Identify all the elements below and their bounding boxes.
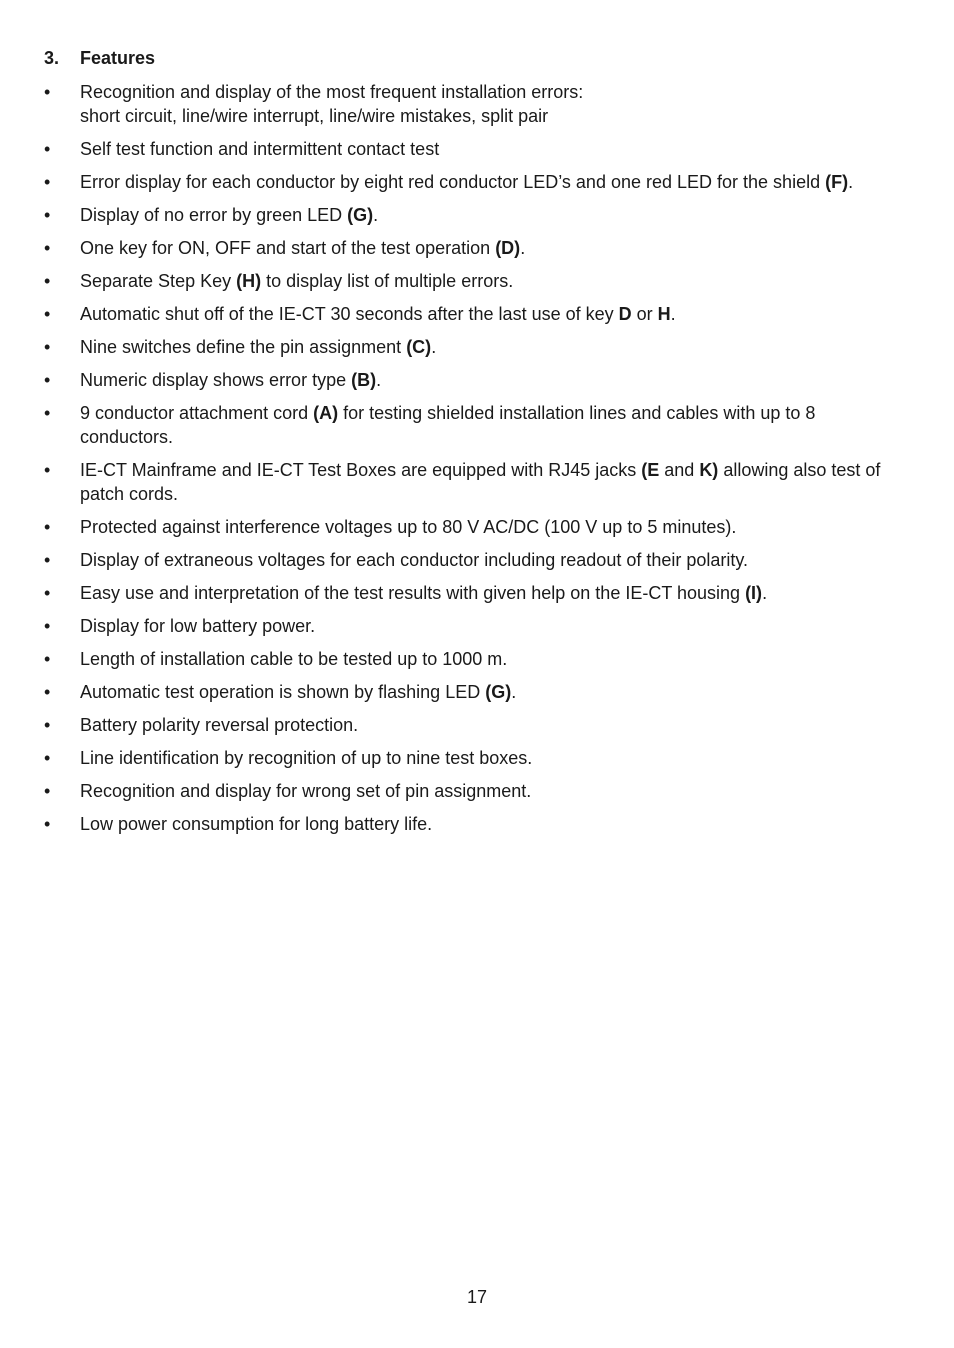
bullet-icon: • [44, 550, 51, 570]
feature-text [80, 616, 315, 636]
feature-item [44, 515, 904, 539]
feature-reference-label: H [657, 304, 671, 324]
feature-text-segment: One key for ON, OFF and start of the test operation [80, 238, 496, 258]
feature-item [44, 335, 904, 359]
feature-text-segment: Separate Step Key [80, 271, 237, 291]
feature-text-segment: . [520, 238, 526, 258]
feature-text-segment: . [511, 682, 517, 702]
feature-reference-label: (D) [495, 238, 521, 258]
bullet-icon: • [44, 82, 51, 102]
feature-item [44, 581, 904, 605]
feature-item [44, 80, 904, 128]
feature-text-segment: Line identification by recognition of up to nine test boxes. [80, 748, 533, 768]
feature-reference-label: (G) [347, 205, 374, 225]
feature-text-segment: Recognition and display of the most frequent installation errors: [80, 82, 584, 102]
feature-text-segment: Self test function and intermittent contact test [80, 139, 440, 159]
feature-text [80, 583, 767, 603]
bullet-icon: • [44, 814, 51, 834]
feature-item [44, 812, 904, 836]
feature-reference-label: (H) [236, 271, 262, 291]
feature-text [80, 649, 507, 669]
bullet-icon: • [44, 781, 51, 801]
section-heading [44, 48, 155, 69]
feature-item [44, 647, 904, 671]
feature-reference-label: (E [641, 460, 660, 480]
feature-text [80, 337, 436, 357]
bullet-icon: • [44, 337, 51, 357]
bullet-icon: • [44, 682, 51, 702]
feature-item [44, 236, 904, 260]
feature-text [80, 139, 439, 159]
feature-text [80, 460, 880, 504]
feature-text-segment: Protected against interference voltages up to 80 V AC/DC (100 V up to 5 minutes). [80, 517, 737, 537]
feature-text [80, 682, 516, 702]
feature-text [80, 517, 736, 537]
bullet-icon: • [44, 517, 51, 537]
feature-item [44, 614, 904, 638]
feature-item [44, 458, 904, 506]
feature-text [80, 82, 583, 126]
feature-text-segment: allowing also test of patch cords. [80, 460, 881, 504]
bullet-icon: • [44, 205, 51, 225]
feature-text-segment: Display of no error by green LED [80, 205, 348, 225]
feature-reference-label: (B) [351, 370, 377, 390]
bullet-icon: • [44, 271, 51, 291]
feature-text-segment: Easy use and interpretation of the test results with given help on the IE-CT housing [80, 583, 746, 603]
feature-text-segment: Nine switches define the pin assignment [80, 337, 407, 357]
feature-item [44, 713, 904, 737]
section-title: Features [80, 48, 156, 68]
feature-text-segment: to display list of multiple errors. [261, 271, 514, 291]
feature-text-segment: . [376, 370, 382, 390]
feature-item [44, 302, 904, 326]
feature-reference-label: (C) [406, 337, 432, 357]
feature-text [80, 748, 532, 768]
feature-text-segment: Recognition and display for wrong set of pin assignment. [80, 781, 532, 801]
feature-text [80, 304, 676, 324]
bullet-icon: • [44, 304, 51, 324]
feature-text-segment: Length of installation cable to be tested up to 1000 m. [80, 649, 508, 669]
feature-text-segment: Display for low battery power. [80, 616, 316, 636]
feature-text-segment: Error display for each conductor by eight red conductor LED’s and one red LED for the shield [80, 172, 826, 192]
bullet-icon: • [44, 139, 51, 159]
feature-text-segment: . [373, 205, 379, 225]
bullet-icon: • [44, 748, 51, 768]
feature-reference-label: (F) [825, 172, 849, 192]
feature-text-segment: or [631, 304, 658, 324]
feature-text [80, 814, 432, 834]
feature-text [80, 205, 378, 225]
bullet-icon: • [44, 649, 51, 669]
feature-text [80, 172, 853, 192]
feature-reference-label: D [618, 304, 632, 324]
feature-item [44, 203, 904, 227]
feature-list [44, 80, 904, 845]
feature-text-segment: short circuit, line/wire interrupt, line/wire mistakes, split pair [80, 106, 549, 126]
feature-reference-label: (G) [485, 682, 512, 702]
feature-text [80, 238, 525, 258]
page-number: 17 [466, 1287, 488, 1307]
section-number: 3. [44, 48, 60, 68]
bullet-icon: • [44, 370, 51, 390]
feature-text-segment: Automatic shut off of the IE-CT 30 seconds after the last use of key [80, 304, 619, 324]
bullet-icon: • [44, 172, 51, 192]
feature-text-segment: Battery polarity reversal protection. [80, 715, 359, 735]
feature-reference-label: K) [699, 460, 719, 480]
feature-item [44, 779, 904, 803]
feature-reference-label: (I) [745, 583, 763, 603]
feature-item [44, 401, 904, 449]
feature-text [80, 550, 748, 570]
feature-item [44, 368, 904, 392]
feature-text-segment: Display of extraneous voltages for each conductor including readout of their polarity. [80, 550, 749, 570]
feature-item [44, 680, 904, 704]
bullet-icon: • [44, 616, 51, 636]
feature-text-segment: for testing shielded installation lines and cables with up to 8 conductors. [80, 403, 816, 447]
bullet-icon: • [44, 238, 51, 258]
feature-item [44, 746, 904, 770]
feature-text-segment: . [670, 304, 676, 324]
feature-text-segment: IE-CT Mainframe and IE-CT Test Boxes are equipped with RJ45 jacks [80, 460, 642, 480]
feature-item [44, 137, 904, 161]
feature-text-segment: . [848, 172, 854, 192]
feature-item [44, 269, 904, 293]
feature-text-segment: . [762, 583, 768, 603]
feature-text [80, 715, 358, 735]
feature-text-segment: Low power consumption for long battery life. [80, 814, 433, 834]
feature-text-segment: . [431, 337, 437, 357]
feature-text [80, 781, 531, 801]
bullet-icon: • [44, 460, 51, 480]
feature-text-segment: Numeric display shows error type [80, 370, 352, 390]
feature-text [80, 403, 815, 447]
feature-text [80, 370, 381, 390]
feature-item [44, 170, 904, 194]
feature-item [44, 548, 904, 572]
feature-text [80, 271, 513, 291]
bullet-icon: • [44, 715, 51, 735]
bullet-icon: • [44, 583, 51, 603]
feature-reference-label: (A) [313, 403, 339, 423]
bullet-icon: • [44, 403, 51, 423]
feature-text-segment: Automatic test operation is shown by flashing LED [80, 682, 486, 702]
feature-text-segment: 9 conductor attachment cord [80, 403, 314, 423]
feature-text-segment: and [659, 460, 700, 480]
